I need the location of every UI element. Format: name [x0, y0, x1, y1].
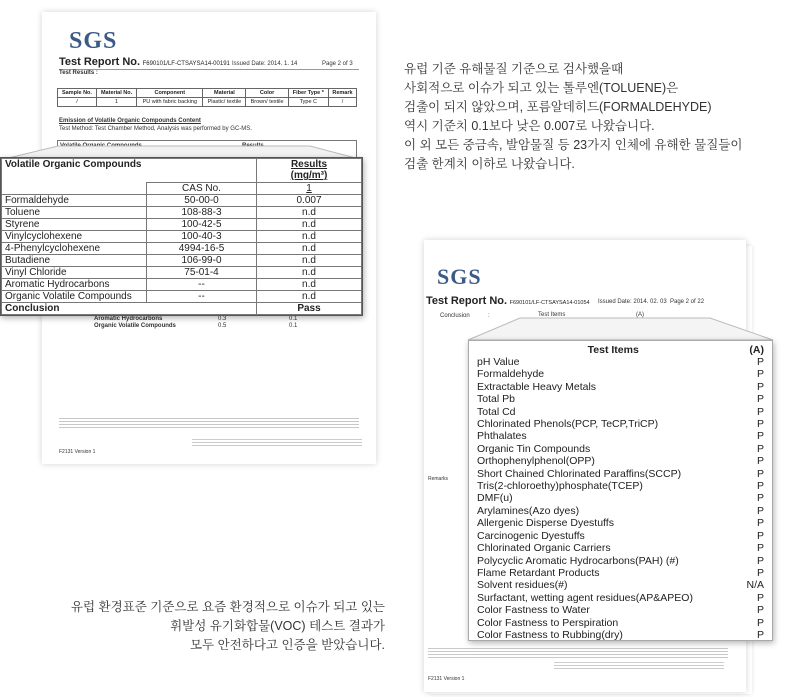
table-row: Color Fastness to Water P — [477, 604, 764, 617]
report-number: F690101/LF-CTSAYSA14-01054 — [509, 300, 590, 306]
under-row-value: 0.5 — [218, 323, 227, 329]
sample-table-row: / 1 PU with fabric backing Plastic/ textile Brown/ textile Type C / — [58, 98, 357, 107]
description-line: 이 외 모든 중금속, 발암물질 등 23가지 인체에 유해한 물질들이 — [404, 138, 743, 152]
table-row: Color Fastness to Rubbing(dry) P — [477, 628, 764, 641]
table-row: DMF(u) P — [477, 492, 764, 505]
test-method: Test Method: Test Chamber Method, Analysis was performed by GC-MS. — [59, 126, 252, 132]
version-label: F2131 Version 1 — [59, 449, 96, 455]
a-col-small: (A) — [636, 312, 644, 318]
description-line: 유럽 기준 유해물질 기준으로 검사했을때 — [404, 62, 624, 76]
description-line: 유럽 환경표준 기준으로 요즘 환경적으로 이슈가 되고 있는 — [70, 600, 385, 614]
colon: : — [488, 313, 490, 319]
under-row-limit: 0.1 — [289, 316, 298, 322]
table-row: Short Chained Chlorinated Paraffins(SCCP) P — [477, 467, 764, 480]
page-number: Page 2 of 3 — [322, 61, 353, 67]
table-row: Chlorinated Phenols(PCP, TeCP,TriCP) P — [477, 418, 764, 431]
page-number: Page 2 of 22 — [670, 299, 705, 305]
table-row: Total Cd P — [477, 405, 764, 418]
under-row-value: 0.3 — [218, 316, 227, 322]
result-col-title: (A) — [749, 344, 764, 356]
sample-table-header: Sample No. Material No. Component Material Color Fiber Type * Remark — [58, 89, 357, 98]
table-row: Carcinogenic Dyestuffs P — [477, 529, 764, 542]
report-label: Test Report No. — [59, 56, 141, 68]
table-row: Allergenic Disperse Dyestuffs P — [477, 517, 764, 530]
test-items-title: Test Items — [587, 344, 639, 356]
table-row: Toluene 108-88-3 n.d — [2, 207, 362, 219]
report-label: Test Report No. — [426, 295, 508, 307]
table-row: Polycyclic Aromatic Hydrocarbons(PAH) (#) P — [477, 554, 764, 567]
under-row-label: Aromatic Hydrocarbons — [94, 316, 163, 322]
table-row: Flame Retardant Products P — [477, 566, 764, 579]
description-line: 모두 안전하다고 인증을 받았습니다. — [189, 638, 385, 652]
table-row: Vinylcyclohexene 100-40-3 n.d — [2, 231, 362, 243]
description-line: 역시 기준치 0.1보다 낮은 0.007로 나왔습니다. — [404, 119, 655, 133]
test-items-table — [468, 340, 773, 641]
table-row: Orthophenylphenol(OPP) P — [477, 455, 764, 468]
table-row: Total Pb P — [477, 393, 764, 406]
issued-date: Issued Date: 2014. 1. 14 — [232, 61, 298, 67]
description-bottom — [40, 598, 385, 655]
table-row: Solvent residues(#) N/A — [477, 579, 764, 592]
under-row-limit: 0.1 — [289, 323, 298, 329]
table-row: Tris(2-chloroethy)phosphate(TCEP) P — [477, 480, 764, 493]
version-label: F2131 Version 1 — [428, 676, 465, 682]
test-items-small: Test Items — [538, 312, 566, 318]
conclusion-label: Conclusion — [2, 303, 257, 315]
description-line: 휘발성 유기화합물(VOC) 테스트 결과가 — [170, 619, 385, 633]
results-label: Test Results : — [59, 70, 98, 76]
description-line: 검출 한계치 이하로 나왔습니다. — [404, 157, 575, 171]
table-row: Organic Tin Compounds P — [477, 442, 764, 455]
voc-header-label: Volatile Organic Compounds — [2, 159, 257, 183]
results-header: Results (mg/m³) — [257, 159, 362, 183]
sgs-logo: SGS — [437, 264, 482, 289]
description-top — [404, 60, 742, 174]
table-row: Chlorinated Organic Carriers P — [477, 542, 764, 555]
table-row: Butadiene 106-99-0 n.d — [2, 255, 362, 267]
emission-title: Emission of Volatile Organic Compounds Content — [59, 118, 201, 124]
table-row: Styrene 100-42-5 n.d — [2, 219, 362, 231]
table-row: 4-Phenylcyclohexene 4994-16-5 n.d — [2, 243, 362, 255]
test-items-header — [469, 341, 772, 356]
report-number: F690101/LF-CTSAYSA14-00191 — [142, 61, 230, 67]
table-row: pH Value P — [477, 356, 764, 368]
conclusion-label: Conclusion — [440, 313, 470, 319]
table-row: Arylamines(Azo dyes) P — [477, 504, 764, 517]
table-row: Formaldehyde 50-00-0 0.007 — [2, 195, 362, 207]
table-row: Vinyl Chloride 75-01-4 n.d — [2, 267, 362, 279]
table-row: Formaldehyde P — [477, 368, 764, 381]
under-row-label: Organic Volatile Compounds — [94, 323, 176, 329]
description-line: 검출이 되지 않았으며, 포름알데히드(FORMALDEHYDE) — [404, 100, 712, 114]
sgs-logo: SGS — [69, 28, 118, 54]
table-row: Surfactant, wetting agent residues(AP&APEO) P — [477, 591, 764, 604]
table-row: Phthalates P — [477, 430, 764, 443]
conclusion-value: Pass — [257, 303, 362, 315]
cas-label: CAS No. — [147, 183, 257, 195]
table-row: Aromatic Hydrocarbons -- n.d — [2, 279, 362, 291]
table-row: Extractable Heavy Metals P — [477, 380, 764, 393]
remarks-label: Remarks — [428, 476, 449, 482]
description-line: 사회적으로 이슈가 되고 있는 톨루엔(TOLUENE)은 — [404, 81, 679, 95]
issued-date: Issued Date: 2014. 02. 03 — [598, 299, 667, 305]
table-row: Color Fastness to Perspiration P — [477, 616, 764, 629]
sample-col-number: 1 — [257, 183, 362, 195]
table-row: Organic Volatile Compounds -- n.d — [2, 291, 362, 303]
